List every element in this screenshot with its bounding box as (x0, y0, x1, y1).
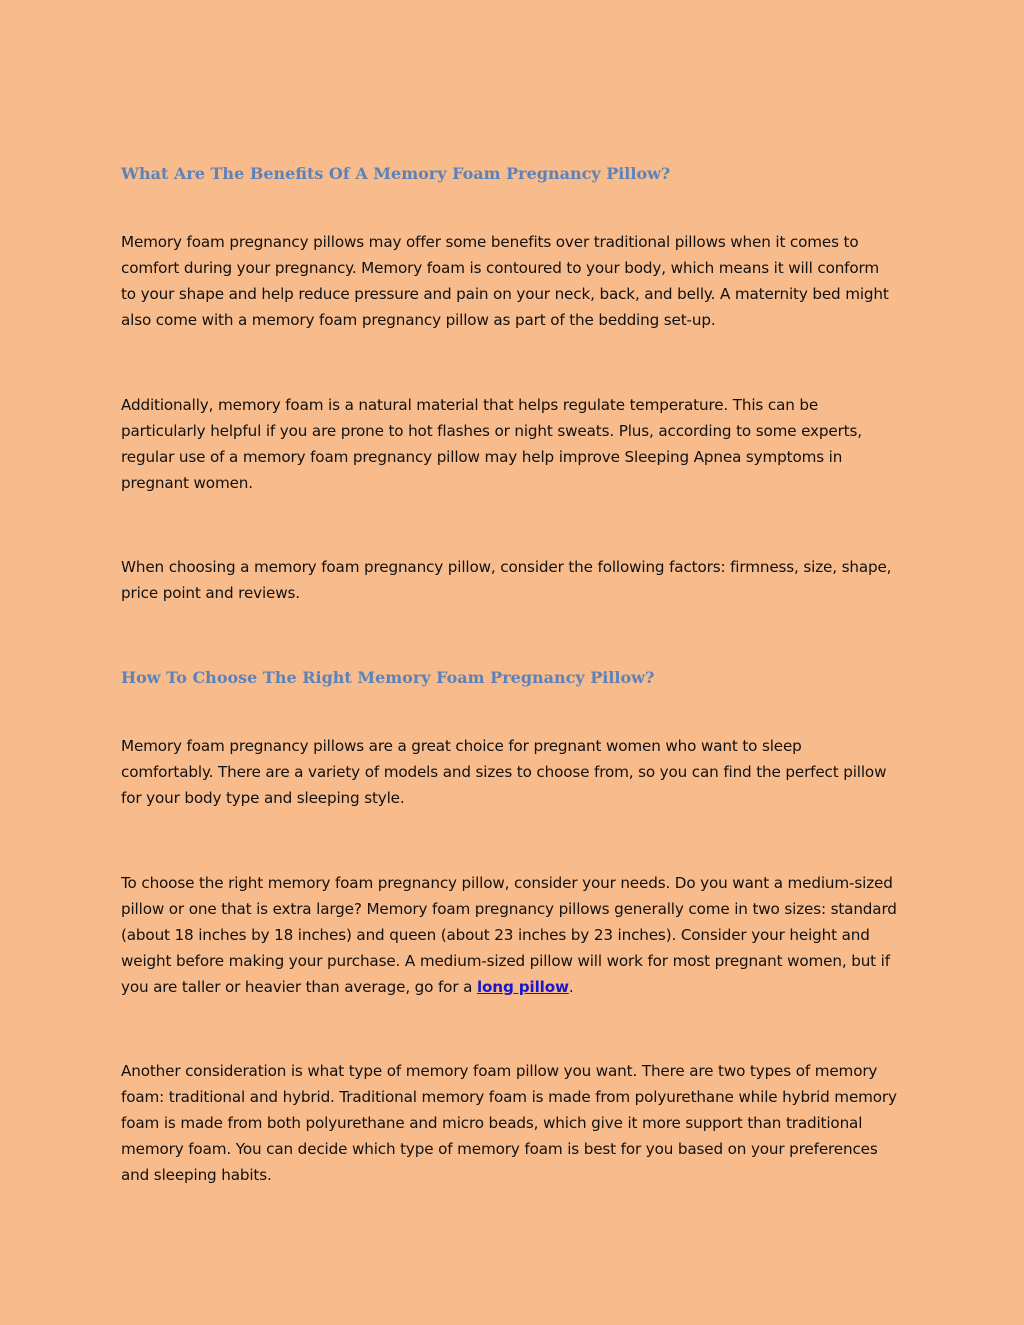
text-line: pregnant women. (121, 474, 253, 492)
paragraph-benefits-intro (121, 229, 911, 333)
text-line: also come with a memory foam pregnancy pillow as part of the bedding set-up. (121, 311, 716, 329)
text-line: Another consideration is what type of memory foam pillow you want. There are two types of memory (121, 1062, 878, 1080)
text-line: Memory foam pregnancy pillows may offer some benefits over traditional pillows when it comes to (121, 233, 859, 251)
text-line: pillow or one that is extra large? Memory foam pregnancy pillows generally come in two sizes: standard (121, 900, 897, 918)
paragraph-sizes (121, 870, 911, 1000)
text-line: comfortably. There are a variety of models and sizes to choose from, so you can find the perfect pillow (121, 763, 887, 781)
text-line: Memory foam pregnancy pillows are a great choice for pregnant women who want to sleep (121, 737, 802, 755)
paragraph-temperature (121, 392, 911, 496)
text-line: particularly helpful if you are prone to hot flashes or night sweats. Plus, according to some experts, (121, 422, 862, 440)
text-fragment: . (568, 978, 574, 996)
text-line: When choosing a memory foam pregnancy pillow, consider the following factors: firmness, size, shape, (121, 558, 892, 576)
text-line: regular use of a memory foam pregnancy pillow may help improve Sleeping Apnea symptoms in (121, 448, 843, 466)
text-line: price point and reviews. (121, 584, 300, 602)
text-line: Additionally, memory foam is a natural material that helps regulate temperature. This can be (121, 396, 819, 414)
paragraph-great-choice (121, 733, 911, 811)
text-line: foam: traditional and hybrid. Traditional memory foam is made from polyurethane while hybrid memory (121, 1088, 897, 1106)
section-heading-how-to-choose: How To Choose The Right Memory Foam Pregnancy Pillow? (121, 668, 655, 687)
text-line: and sleeping habits. (121, 1166, 272, 1184)
text-line: (about 18 inches by 18 inches) and queen (about 23 inches by 23 inches). Consider your height and (121, 926, 870, 944)
text-fragment: you are taller or heavier than average, go for a (121, 978, 477, 996)
text-line: to your shape and help reduce pressure and pain on your neck, back, and belly. A maternity bed might (121, 285, 889, 303)
paragraph-foam-types (121, 1058, 911, 1188)
long-pillow-link[interactable]: long pillow (476, 978, 569, 996)
text-line: weight before making your purchase. A medium-sized pillow will work for most pregnant women, but if (121, 952, 890, 970)
text-line (121, 974, 911, 1000)
paragraph-choosing-factors (121, 554, 911, 606)
section-heading-benefits: What Are The Benefits Of A Memory Foam Pregnancy Pillow? (121, 164, 671, 183)
text-line: memory foam. You can decide which type of memory foam is best for you based on your preferences (121, 1140, 878, 1158)
text-line: foam is made from both polyurethane and micro beads, which give it more support than traditional (121, 1114, 863, 1132)
text-line: To choose the right memory foam pregnancy pillow, consider your needs. Do you want a medium-sized (121, 874, 893, 892)
text-line: comfort during your pregnancy. Memory foam is contoured to your body, which means it will conform (121, 259, 879, 277)
text-line: for your body type and sleeping style. (121, 789, 405, 807)
